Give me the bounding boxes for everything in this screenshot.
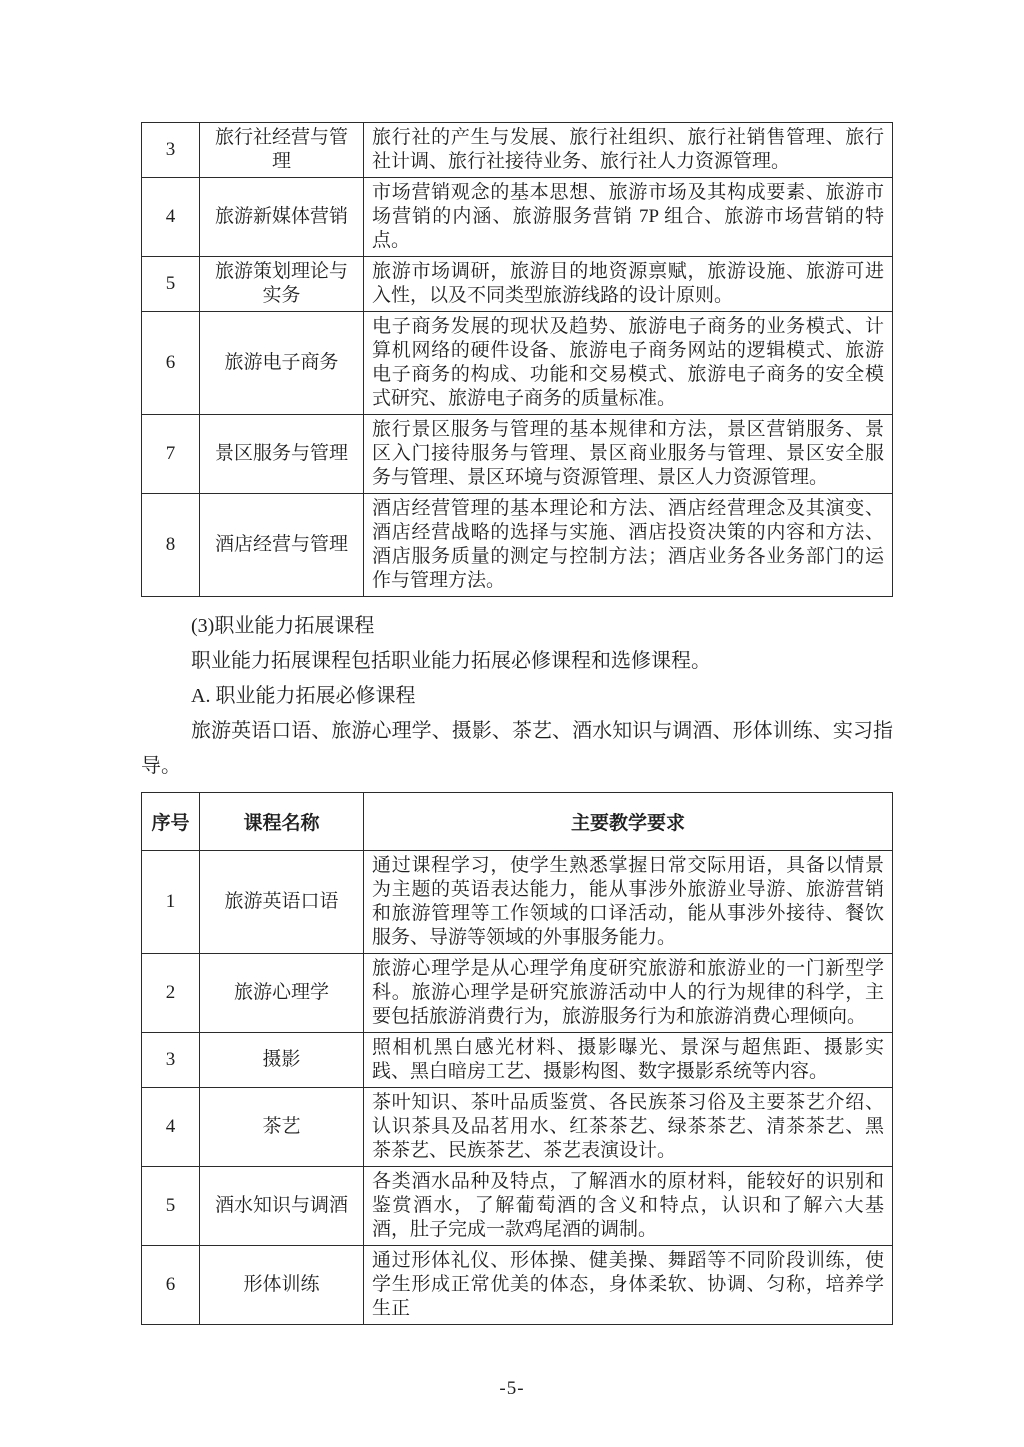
cell-course-name: 旅行社经营与管理 — [200, 123, 364, 178]
table-row — [142, 257, 893, 312]
table-row — [142, 123, 893, 178]
para-expansion-intro: 职业能力拓展课程包括职业能力拓展必修课程和选修课程。 — [191, 650, 711, 672]
cell-course-name: 茶艺 — [200, 1088, 364, 1167]
cell-course-name: 酒店经营与管理 — [200, 494, 364, 597]
heading-required-courses: A. 职业能力拓展必修课程 — [191, 685, 416, 707]
cell-description: 旅游市场调研，旅游目的地资源禀赋，旅游设施、旅游可进入性，以及不同类型旅游线路的设计原则。 — [364, 257, 893, 312]
heading-section-3: (3)职业能力拓展课程 — [191, 615, 375, 637]
cell-序号: 6 — [142, 312, 200, 415]
cell-description: 旅游心理学是从心理学角度研究旅游和旅游业的一门新型学科。旅游心理学是研究旅游活动中人的行为规律的科学，主要包括旅游消费行为，旅游服务行为和旅游消费心理倾向。 — [364, 954, 893, 1033]
expansion-course-table-wrap — [141, 792, 893, 1325]
table-row — [142, 1033, 893, 1088]
cell-序号: 3 — [142, 1033, 200, 1088]
expansion-course-table — [141, 792, 893, 1325]
cell-序号: 6 — [142, 1246, 200, 1325]
core-course-table-body — [142, 123, 893, 597]
header-course-name: 课程名称 — [200, 793, 364, 851]
cell-description: 市场营销观念的基本思想、旅游市场及其构成要素、旅游市场营销的内涵、旅游服务营销 7P 组合、旅游市场营销的特点。 — [364, 178, 893, 257]
header-teaching-requirements: 主要教学要求 — [364, 793, 893, 851]
cell-course-name: 旅游电子商务 — [200, 312, 364, 415]
cell-序号: 8 — [142, 494, 200, 597]
cell-description: 照相机黑白感光材料、摄影曝光、景深与超焦距、摄影实践、黑白暗房工艺、摄影构图、数字摄影系统等内容。 — [364, 1033, 893, 1088]
cell-course-name: 形体训练 — [200, 1246, 364, 1325]
table-row — [142, 415, 893, 494]
cell-description: 酒店经营管理的基本理论和方法、酒店经营理念及其演变、酒店经营战略的选择与实施、酒店投资决策的内容和方法、酒店服务质量的测定与控制方法；酒店业务各业务部门的运作与管理方法。 — [364, 494, 893, 597]
cell-序号: 5 — [142, 1167, 200, 1246]
cell-序号: 1 — [142, 851, 200, 954]
section-paragraphs — [141, 609, 893, 784]
expansion-course-table-body — [142, 851, 893, 1325]
table-row — [142, 851, 893, 954]
cell-course-name: 旅游新媒体营销 — [200, 178, 364, 257]
cell-description: 茶叶知识、茶叶品质鉴赏、各民族茶习俗及主要茶艺介绍、认识茶具及品茗用水、红茶茶艺、绿茶茶艺、清茶茶艺、黑茶茶艺、民族茶艺、茶艺表演设计。 — [364, 1088, 893, 1167]
table-row — [142, 1167, 893, 1246]
cell-序号: 2 — [142, 954, 200, 1033]
core-course-table — [141, 122, 893, 597]
cell-description: 通过课程学习，使学生熟悉掌握日常交际用语，具备以情景为主题的英语表达能力，能从事涉外旅游业导游、旅游营销和旅游管理等工作领域的口译活动，能从事涉外接待、餐饮服务、导游等领域的外事服务能力。 — [364, 851, 893, 954]
table-row — [142, 1088, 893, 1167]
table-header-row — [142, 793, 893, 851]
table-row — [142, 312, 893, 415]
cell-序号: 5 — [142, 257, 200, 312]
cell-course-name: 旅游心理学 — [200, 954, 364, 1033]
expansion-course-table-head — [142, 793, 893, 851]
table-row — [142, 1246, 893, 1325]
header-no: 序号 — [142, 793, 200, 851]
table-row — [142, 178, 893, 257]
table-row — [142, 954, 893, 1033]
cell-序号: 4 — [142, 178, 200, 257]
cell-course-name: 摄影 — [200, 1033, 364, 1088]
cell-course-name: 酒水知识与调酒 — [200, 1167, 364, 1246]
para-course-list: 旅游英语口语、旅游心理学、摄影、茶艺、酒水知识与调酒、形体训练、实习指导。 — [141, 720, 893, 777]
page-number: -5- — [499, 1378, 525, 1399]
cell-description: 旅行景区服务与管理的基本规律和方法，景区营销服务、景区入门接待服务与管理、景区商业服务与管理、景区安全服务与管理、景区环境与资源管理、景区人力资源管理。 — [364, 415, 893, 494]
cell-序号: 4 — [142, 1088, 200, 1167]
page-content — [141, 122, 893, 1325]
cell-description: 各类酒水品种及特点，了解酒水的原材料，能较好的识别和鉴赏酒水，了解葡萄酒的含义和特点，认识和了解六大基酒，肚子完成一款鸡尾酒的调制。 — [364, 1167, 893, 1246]
cell-course-name: 景区服务与管理 — [200, 415, 364, 494]
cell-course-name: 旅游策划理论与实务 — [200, 257, 364, 312]
cell-序号: 3 — [142, 123, 200, 178]
table-row — [142, 494, 893, 597]
cell-description: 通过形体礼仪、形体操、健美操、舞蹈等不同阶段训练，使学生形成正常优美的体态，身体柔软、协调、匀称，培养学生正 — [364, 1246, 893, 1325]
cell-description: 电子商务发展的现状及趋势、旅游电子商务的业务模式、计算机网络的硬件设备、旅游电子商务网站的逻辑模式、旅游电子商务的构成、功能和交易模式、旅游电子商务的安全模式研究、旅游电子商务的质量标准。 — [364, 312, 893, 415]
cell-description: 旅行社的产生与发展、旅行社组织、旅行社销售管理、旅行社计调、旅行社接待业务、旅行社人力资源管理。 — [364, 123, 893, 178]
cell-序号: 7 — [142, 415, 200, 494]
cell-course-name: 旅游英语口语 — [200, 851, 364, 954]
